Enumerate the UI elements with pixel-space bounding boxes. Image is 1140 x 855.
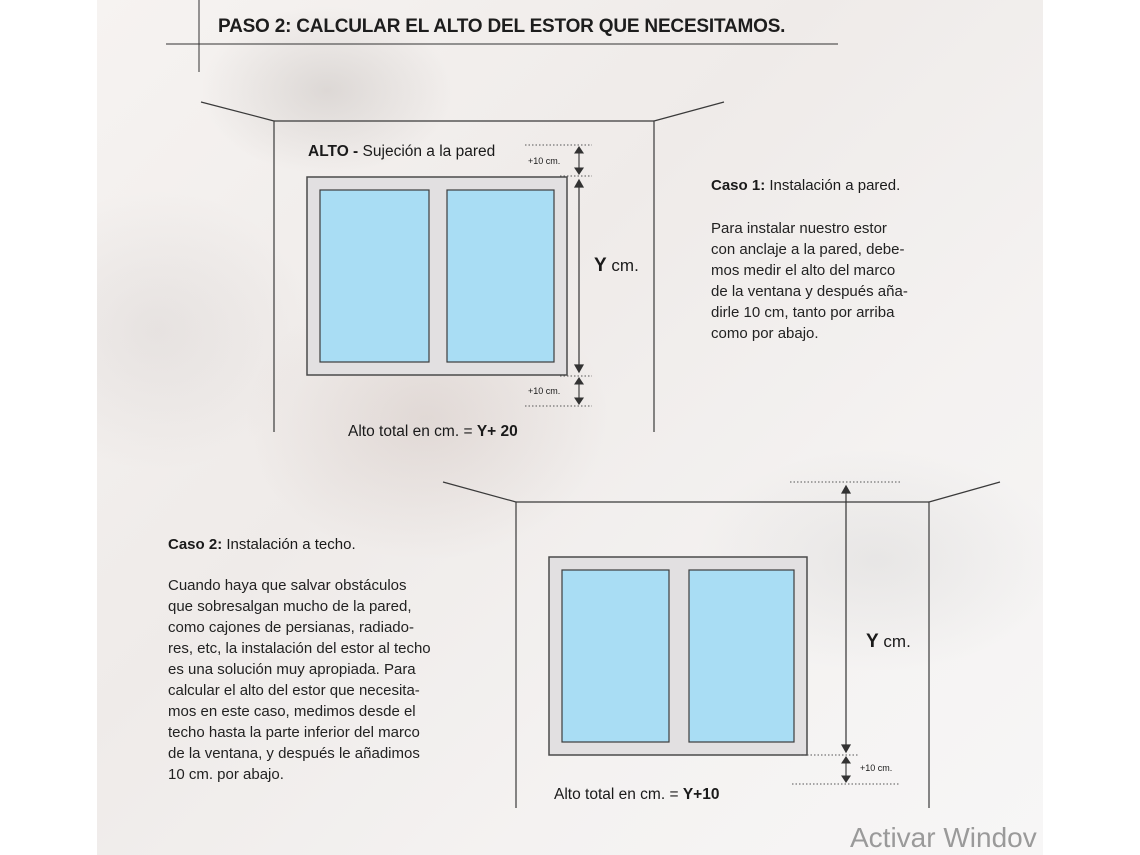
case1-line: con anclaje a la pared, debe- bbox=[711, 241, 905, 258]
y2-symbol: Y bbox=[866, 631, 879, 652]
y2-unit: cm. bbox=[878, 632, 911, 651]
wall-mount-label bbox=[308, 143, 495, 161]
case2-line: es una solución muy apropiada. Para bbox=[168, 661, 416, 678]
case1-title-bold: Caso 1: bbox=[711, 177, 766, 194]
case2-line: como cajones de persianas, radiado- bbox=[168, 619, 414, 636]
case1-title-rest: Instalación a pared. bbox=[765, 177, 901, 194]
case2-line: calcular el alto del estor que necesita- bbox=[168, 682, 420, 699]
total-height-formula bbox=[348, 423, 518, 441]
total-prefix: Alto total en cm. = bbox=[348, 423, 477, 440]
case1-line: de la ventana y después aña- bbox=[711, 283, 908, 300]
case1-line: Para instalar nuestro estor bbox=[711, 220, 887, 237]
alto-bold: ALTO - bbox=[308, 143, 359, 160]
case2-title bbox=[168, 536, 356, 553]
case2-line: mos en este caso, medimos desde el bbox=[168, 703, 416, 720]
case1-line: como por abajo. bbox=[711, 325, 819, 342]
case1-title bbox=[711, 177, 900, 194]
window2-height-label bbox=[866, 631, 911, 653]
case2-line: techo hasta la parte inferior del marco bbox=[168, 724, 420, 741]
page-title: PASO 2: CALCULAR EL ALTO DEL ESTOR QUE NECESITAMOS. bbox=[218, 16, 786, 37]
y-symbol: Y bbox=[594, 255, 607, 276]
bottom-margin-label: +10 cm. bbox=[528, 386, 561, 396]
window2-margin-label: +10 cm. bbox=[860, 763, 893, 773]
case2-line: res, etc, la instalación del estor al techo bbox=[168, 640, 431, 657]
case2-title-rest: Instalación a techo. bbox=[222, 536, 356, 553]
y-unit: cm. bbox=[606, 256, 639, 275]
top-margin-label: +10 cm. bbox=[528, 156, 561, 166]
case2-description bbox=[168, 575, 468, 785]
case2-line: 10 cm. por abajo. bbox=[168, 766, 284, 783]
case2-line: Cuando haya que salvar obstáculos bbox=[168, 577, 407, 594]
alto-rest: Sujeción a la pared bbox=[358, 143, 496, 160]
total2-formula: Y+10 bbox=[682, 786, 720, 803]
case1-line: dirle 10 cm, tanto por arriba bbox=[711, 304, 895, 321]
total2-height-formula bbox=[554, 786, 719, 804]
total-formula: Y+ 20 bbox=[476, 423, 518, 440]
instruction-page bbox=[97, 0, 1043, 855]
activation-watermark: Activar Windov bbox=[850, 822, 1037, 853]
case1-description bbox=[711, 218, 937, 344]
case1-line: mos medir el alto del marco bbox=[711, 262, 896, 279]
case2-line: de la ventana, y después le añadimos bbox=[168, 745, 420, 762]
case2-title-bold: Caso 2: bbox=[168, 536, 223, 553]
window-height-label bbox=[594, 255, 639, 277]
case2-line: que sobresalgan mucho de la pared, bbox=[168, 598, 412, 615]
total2-prefix: Alto total en cm. = bbox=[554, 786, 683, 803]
